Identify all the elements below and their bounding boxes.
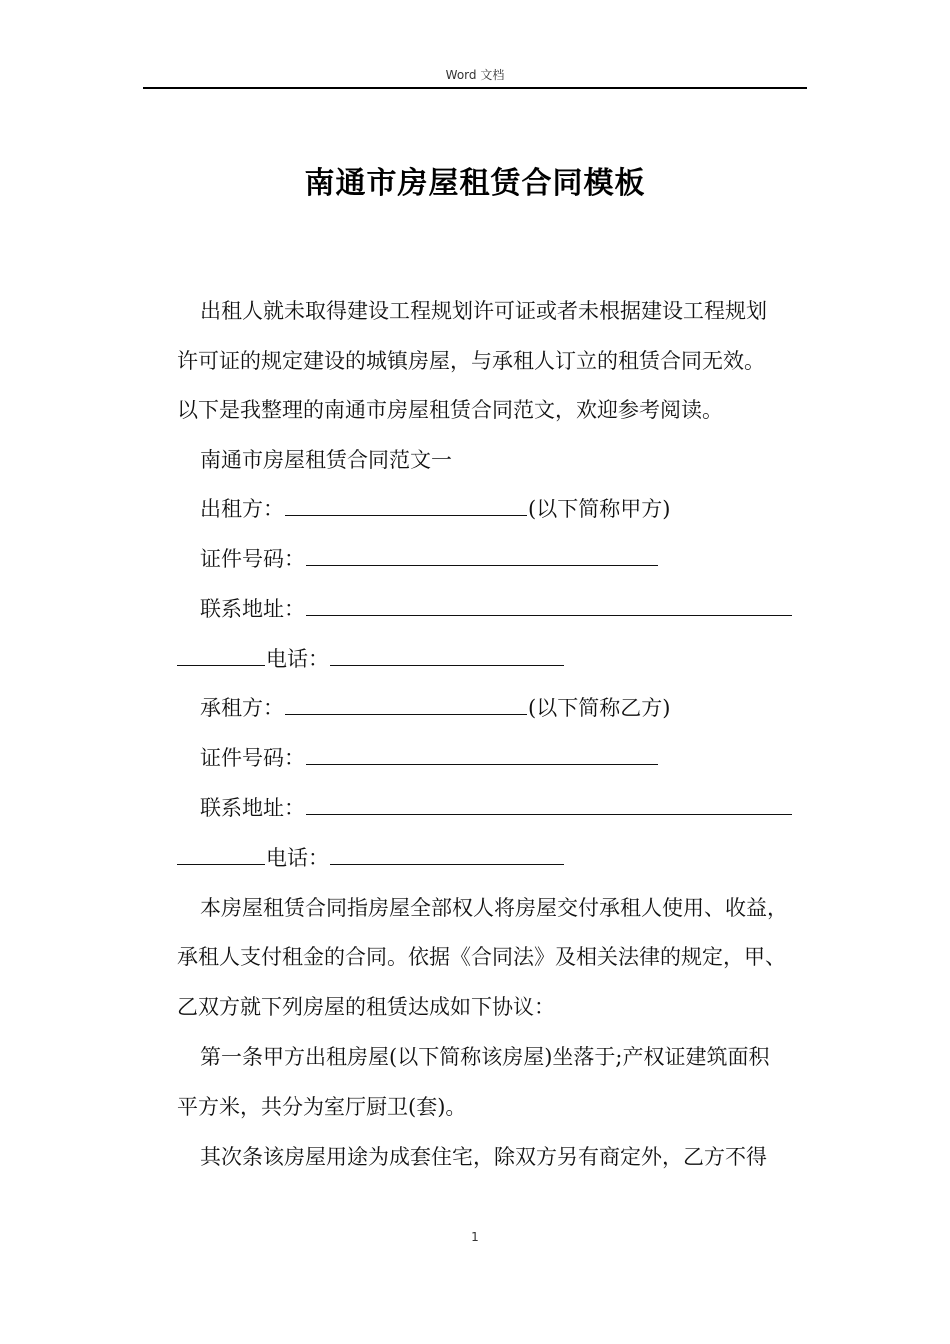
section-heading: 南通市房屋租赁合同范文一 [200,448,452,472]
lessor-address-label: 联系地址： [200,597,305,621]
lessor-phone-label: 电话： [266,647,329,671]
lessor-address-blank [306,596,792,616]
lessee-phone-line [177,843,817,873]
lessee-id-label: 证件号码： [200,746,305,770]
lessee-address-label: 联系地址： [200,796,305,820]
header-divider [143,87,807,89]
body-line-1: 本房屋租赁合同指房屋全部权人将房屋交付承租人使用、收益， [200,896,788,920]
lessee-phone-label: 电话： [266,846,329,870]
lessee-id-line [177,743,840,773]
intro-line-2: 许可证的规定建设的城镇房屋，与承租人订立的租赁合同无效。 [177,349,765,373]
body-line-4: 第一条甲方出租房屋(以下简称该房屋)坐落于;产权证建筑面积 [200,1045,770,1069]
body-line-5: 平方米，共分为室厅厨卫(套)。 [177,1095,467,1119]
body-line-2: 承租人支付租金的合同。依据《合同法》及相关法律的规定，甲、 [177,945,786,969]
lessor-label: 出租方： [200,497,284,521]
lessee-phone-blank [330,845,564,865]
lessee-id-blank [306,745,658,765]
lessor-name-blank [285,496,527,516]
lessee-suffix: (以下简称乙方) [528,696,671,720]
lessor-id-label: 证件号码： [200,547,305,571]
lessor-phone-blank [330,646,564,666]
lessor-phone-line [177,644,817,674]
lessee-address-cont-blank [177,845,265,865]
intro-line-3: 以下是我整理的南通市房屋租赁合同范文，欢迎参考阅读。 [177,398,723,422]
lessee-line [177,693,840,723]
lessee-address-line [177,793,840,823]
lessee-name-blank [285,695,527,715]
body-line-6: 其次条该房屋用途为成套住宅，除双方另有商定外，乙方不得 [200,1145,767,1169]
lessor-line [177,494,840,524]
lessee-label: 承租方： [200,696,284,720]
lessor-address-cont-blank [177,646,265,666]
page-header: Word 文档 [445,68,505,82]
lessor-id-line [177,544,840,574]
lessor-id-blank [306,546,658,566]
page-number: 1 [471,1230,479,1244]
lessor-suffix: (以下简称甲方) [528,497,671,521]
intro-line-1: 出租人就未取得建设工程规划许可证或者未根据建设工程规划 [200,299,767,323]
lessor-address-line [177,594,840,624]
document-title: 南通市房屋租赁合同模板 [304,166,646,201]
lessee-address-blank [306,795,792,815]
body-line-3: 乙双方就下列房屋的租赁达成如下协议： [177,995,555,1019]
